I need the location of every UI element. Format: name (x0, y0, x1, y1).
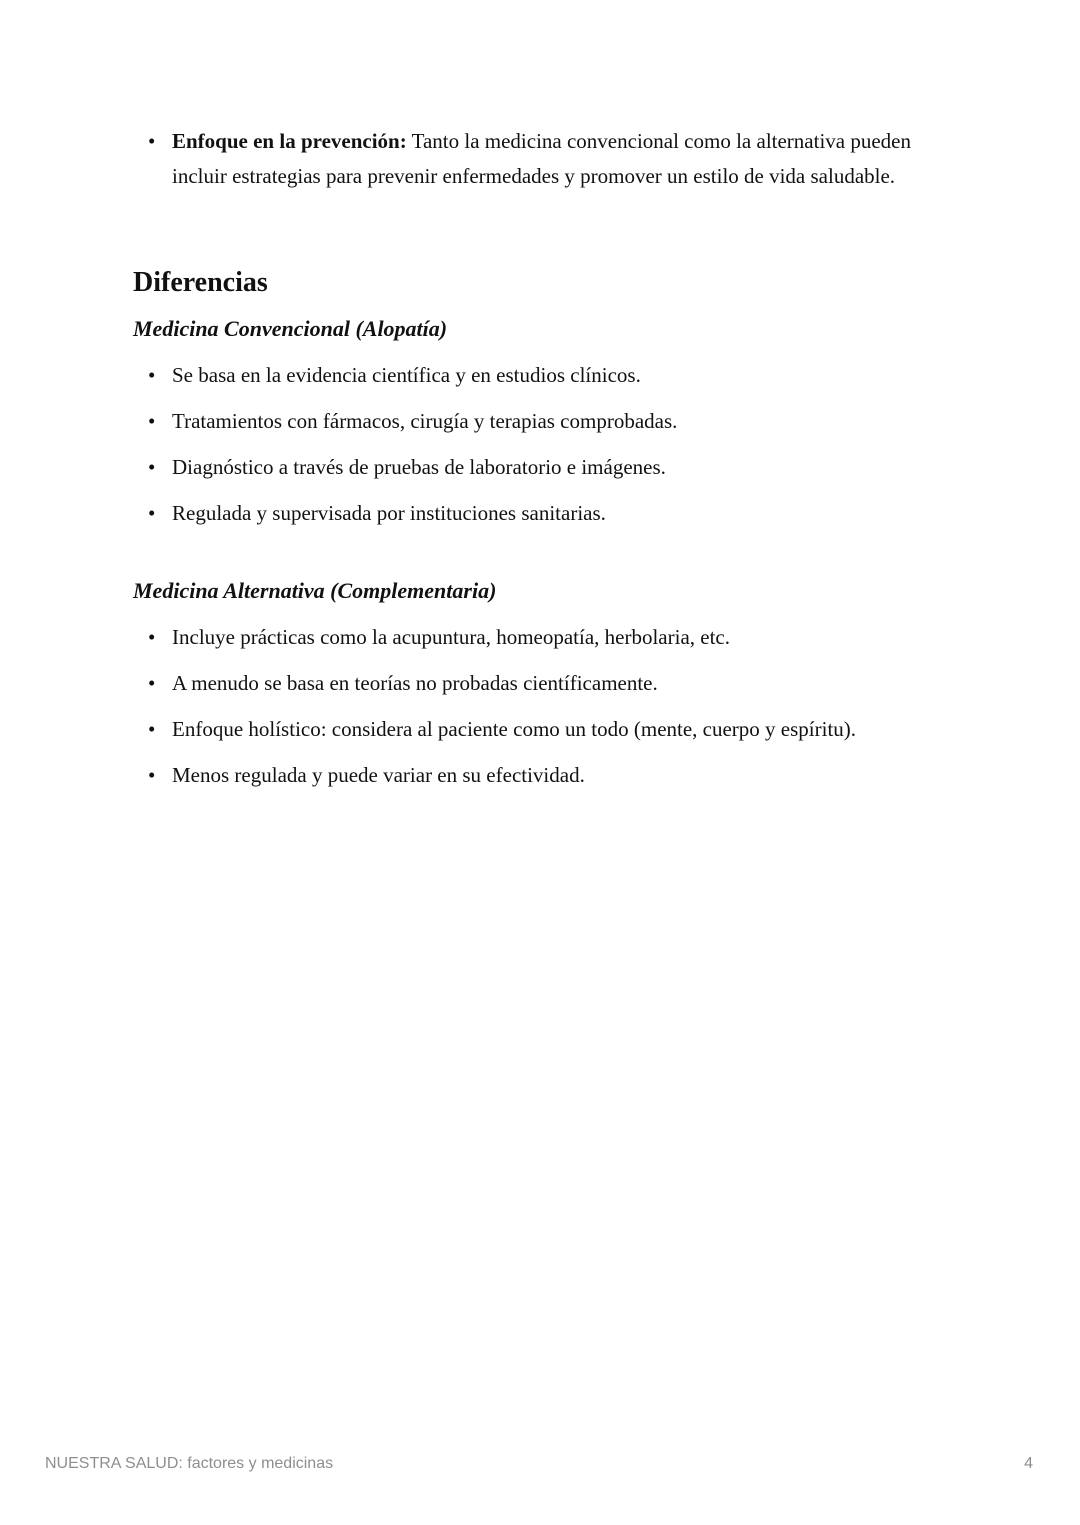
footer-document-title: NUESTRA SALUD: factores y medicinas (45, 1455, 334, 1472)
page-footer (45, 1455, 1033, 1473)
list-item: • Enfoque holístico: considera al paciente como un todo (mente, cuerpo y espíritu). (133, 712, 942, 747)
page-title: Diferencias (133, 267, 268, 298)
list-item: • Incluye prácticas como la acupuntura, homeopatía, herbolaria, etc. (133, 620, 942, 655)
conventional-bullet-list (133, 358, 942, 531)
list-item: • Diagnóstico a través de pruebas de laboratorio e imágenes. (133, 450, 942, 485)
list-item: • Menos regulada y puede variar en su efectividad. (133, 758, 942, 793)
footer-page-number: 4 (1024, 1455, 1033, 1472)
list-item (133, 124, 942, 194)
list-item: • Se basa en la evidencia científica y en estudios clínicos. (133, 358, 942, 393)
subheading-alternative: Medicina Alternativa (Complementaria) (133, 577, 497, 603)
list-item: • Regulada y supervisada por instituciones sanitarias. (133, 496, 942, 531)
list-item: • Tratamientos con fármacos, cirugía y terapias comprobadas. (133, 404, 942, 439)
alternative-bullet-list (133, 620, 942, 793)
intro-bullet-text: Tanto la medicina convencional como la alternativa pueden incluir estrategias para prevenir enfermedades y promover un estilo de vida saludable. (172, 129, 911, 188)
list-item: • A menudo se basa en teorías no probadas científicamente. (133, 666, 942, 701)
section-alternative-medicine (133, 578, 942, 793)
section-conventional-medicine (133, 316, 942, 531)
intro-bullet-list (133, 124, 942, 194)
intro-bullet-lead: Enfoque en la prevención: (172, 129, 407, 153)
subheading-conventional: Medicina Convencional (Alopatía) (133, 315, 448, 341)
